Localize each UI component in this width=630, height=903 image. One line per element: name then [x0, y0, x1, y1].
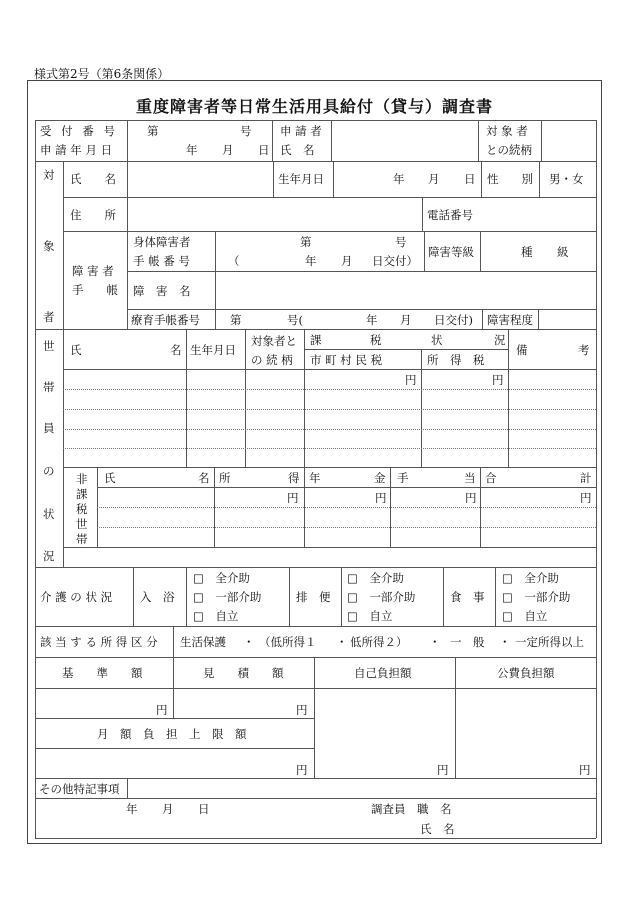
tax-head-d: 況	[494, 333, 506, 347]
body-handbook-label-2: 手 帳 番 号	[133, 254, 190, 268]
nt-total-a: 合	[485, 471, 497, 485]
nontax-vertical-2: 課	[76, 487, 88, 501]
apply-month: 月	[222, 143, 234, 157]
remarks-b: 考	[578, 343, 590, 357]
issued-open: （	[228, 254, 240, 268]
issued-label: 日交付）	[372, 254, 418, 268]
grid-line	[35, 748, 314, 749]
form-id: 様式第2号（第6条関係）	[34, 67, 170, 81]
grid-line	[63, 161, 64, 329]
public-burden-label: 公費負担額	[497, 666, 555, 680]
grid-line	[314, 657, 315, 778]
household-vertical-6: 況	[43, 549, 55, 563]
grid-line	[127, 161, 128, 231]
handbook-label-1: 障 害 者	[72, 264, 114, 278]
monthly-cap-label: 月 額 負 担 上 限 額	[97, 727, 247, 741]
grid-line	[480, 231, 481, 271]
grid-line	[35, 567, 596, 568]
dotted-line	[63, 409, 596, 410]
investigator-title-label: 調査員 職 名	[371, 802, 452, 816]
hh-birth-label: 生年月日	[190, 343, 236, 357]
grid-line	[424, 231, 425, 271]
grid-line	[495, 567, 496, 626]
grid-line	[331, 120, 332, 161]
body-handbook-label-1: 身体障害者	[133, 235, 191, 249]
birth-day: 日	[464, 172, 476, 186]
dotted-line	[97, 507, 596, 508]
grid-line	[63, 197, 596, 198]
ryoiku-month: 月	[400, 313, 412, 327]
subject-vertical-2: 象	[43, 239, 55, 253]
grid-line	[35, 838, 596, 839]
grid-line	[35, 120, 36, 838]
dotted-line	[63, 448, 596, 449]
ryoiku-no-suffix: 号(	[287, 313, 303, 327]
footer-month: 月	[162, 802, 174, 816]
grid-line	[541, 120, 542, 161]
relation-label-2: との続柄	[486, 143, 532, 157]
grade-label: 障害等級	[428, 245, 474, 259]
sex-label: 性 別	[487, 172, 533, 186]
grid-line	[481, 161, 482, 197]
footer-day: 日	[198, 802, 210, 816]
applicant-label: 申 請 者	[280, 124, 322, 138]
excretion-full-checkbox[interactable]: □ 全介助	[347, 571, 404, 585]
bath-self-checkbox[interactable]: □ 自立	[193, 609, 239, 623]
grid-line	[127, 120, 128, 161]
grid-line	[443, 567, 444, 626]
nt-allow-a: 手	[397, 471, 409, 485]
grid-line	[215, 231, 216, 329]
nt-pension-yen: 円	[375, 491, 387, 505]
nontax-vertical-1: 非	[76, 472, 88, 486]
subject-name-label: 氏 名	[70, 172, 116, 186]
footer-year: 年	[126, 802, 138, 816]
income-tax-label: 所 得 税	[427, 353, 485, 367]
apply-day: 日	[258, 143, 270, 157]
grid-line	[127, 271, 596, 272]
dotted-line	[63, 429, 596, 430]
form-title: 重度障害者等日常生活用具給付（貸与）調査書	[135, 97, 493, 116]
care-label: 介 護 の 状 況	[40, 590, 113, 604]
grid-line	[63, 467, 596, 468]
relation-label-1: 対 象 者	[486, 124, 528, 138]
estimate-yen: 円	[296, 703, 308, 717]
subject-vertical-1: 対	[43, 168, 55, 182]
self-burden-label: 自己負担額	[354, 666, 412, 680]
receipt-no-label: 受 付 番 号	[40, 124, 118, 138]
grid-line	[304, 349, 508, 350]
grid-line	[539, 161, 540, 197]
grid-line	[289, 567, 290, 626]
birth-month: 月	[428, 172, 440, 186]
hh-relation-1: 対象者と	[251, 334, 297, 348]
grid-line	[35, 798, 596, 799]
income-low2[interactable]: 低所得２）	[350, 635, 408, 649]
household-vertical-5: 状	[43, 507, 55, 521]
ryoiku-issued: 日交付)	[434, 313, 473, 327]
grade-level: 級	[557, 245, 569, 259]
household-vertical-2: 帯	[43, 380, 55, 394]
no-suffix: 号	[240, 124, 252, 138]
remarks-a: 備	[516, 343, 528, 357]
grid-line	[272, 120, 273, 161]
grid-line	[186, 567, 187, 626]
grid-line	[478, 120, 479, 161]
grid-line	[508, 329, 509, 467]
nt-total-b: 計	[580, 471, 592, 485]
apply-year: 年	[186, 143, 198, 157]
subject-birth-label: 生年月日	[278, 172, 324, 186]
dotted-line	[63, 389, 596, 390]
income-bullet-4: ・	[499, 635, 511, 649]
income-tax-yen: 円	[492, 373, 504, 387]
grid-line	[97, 487, 596, 488]
disability-name-label: 障 害 名	[133, 284, 191, 298]
grid-line	[35, 161, 596, 162]
issued-month: 月	[341, 254, 353, 268]
grid-line	[173, 626, 174, 657]
nt-income-a: 所	[219, 471, 231, 485]
grid-line	[245, 329, 246, 467]
meal-part-checkbox[interactable]: □ 一部介助	[502, 590, 571, 604]
nt-allow-yen: 円	[465, 491, 477, 505]
ryoiku-year: 年	[366, 313, 378, 327]
grid-line	[63, 369, 596, 370]
income-fixed[interactable]: 一定所得以上	[515, 635, 584, 649]
hh-name-b: 名	[170, 343, 182, 357]
nt-name-b: 名	[198, 471, 210, 485]
birth-year: 年	[393, 172, 405, 186]
household-vertical-4: の	[43, 464, 55, 478]
grid-line	[35, 718, 314, 719]
meal-label: 食 事	[450, 590, 485, 604]
income-class-label: 該 当 す る 所 得 区 分	[40, 635, 158, 649]
grid-line	[35, 778, 596, 779]
tax-head-a: 課	[310, 333, 322, 347]
ryoiku-no-prefix: 第	[230, 313, 242, 327]
grid-line	[173, 657, 174, 718]
base-amount-label: 基 準 額	[62, 666, 143, 680]
grid-line	[35, 657, 596, 658]
meal-full-checkbox[interactable]: □ 全介助	[502, 571, 559, 585]
tax-head-b: 税	[370, 333, 382, 347]
issued-year: 年	[305, 254, 317, 268]
excretion-self-checkbox[interactable]: □ 自立	[347, 609, 393, 623]
meal-self-checkbox[interactable]: □ 自立	[502, 609, 548, 623]
nt-total-yen: 円	[580, 491, 592, 505]
ryoiku-label: 療育手帳番号	[131, 313, 200, 327]
nt-pension-b: 金	[374, 471, 386, 485]
income-low1[interactable]: （低所得１	[259, 635, 317, 649]
bath-label: 入 浴	[140, 590, 175, 604]
no-prefix: 第	[147, 124, 159, 138]
sex-value: 男・女	[549, 172, 584, 186]
degree-label: 障害程度	[487, 313, 533, 327]
handbook-label-2: 手 帳	[72, 283, 118, 297]
grid-line	[127, 231, 128, 329]
municipal-tax-yen: 円	[405, 373, 417, 387]
grid-line	[127, 778, 128, 798]
nt-name-a: 氏	[104, 471, 116, 485]
excretion-label: 排 便	[296, 590, 331, 604]
subject-vertical-3: 者	[43, 310, 55, 324]
bath-full-checkbox[interactable]: □ 全介助	[193, 571, 250, 585]
grid-line	[186, 329, 187, 467]
bath-part-checkbox[interactable]: □ 一部介助	[193, 590, 262, 604]
nontax-vertical-5: 帯	[76, 532, 88, 546]
hh-name-a: 氏	[70, 343, 82, 357]
investigator-name-label: 氏 名	[420, 822, 455, 836]
address-label: 住 所	[70, 208, 116, 222]
grid-line	[333, 161, 334, 197]
grid-line	[133, 567, 134, 626]
grid-line	[35, 120, 596, 121]
base-yen: 円	[156, 703, 168, 717]
tax-head-c: 状	[431, 333, 443, 347]
monthly-cap-yen: 円	[296, 763, 308, 777]
grid-line	[482, 309, 483, 329]
grid-line	[538, 309, 539, 329]
grade-type: 種	[521, 245, 533, 259]
apply-date-label: 申 請 年 月 日	[40, 143, 113, 157]
grid-line	[596, 120, 597, 838]
nontax-vertical-3: 税	[76, 502, 88, 516]
excretion-part-checkbox[interactable]: □ 一部介助	[347, 590, 416, 604]
phone-label: 電話番号	[427, 208, 473, 222]
dotted-line	[97, 527, 596, 528]
public-yen: 円	[579, 763, 591, 777]
grid-line	[273, 161, 274, 197]
grid-line	[422, 197, 423, 231]
municipal-tax-label: 市 町 村 民 税	[310, 353, 383, 367]
grid-line	[341, 567, 342, 626]
income-bullet-3: ・	[429, 635, 441, 649]
income-bullet-1: ・	[243, 635, 255, 649]
grid-line	[421, 349, 422, 467]
applicant-name-label: 氏 名	[280, 143, 315, 157]
grid-line	[35, 329, 596, 330]
nt-income-yen: 円	[287, 491, 299, 505]
grid-line	[63, 547, 596, 548]
estimate-label: 見 積 額	[203, 666, 284, 680]
income-bullet-2: ・	[336, 635, 348, 649]
body-no-prefix: 第	[300, 235, 312, 249]
nt-allow-b: 当	[464, 471, 476, 485]
household-vertical-3: 員	[43, 421, 55, 435]
grid-line	[35, 626, 596, 627]
nt-income-b: 得	[288, 471, 300, 485]
grid-line	[63, 231, 596, 232]
income-welfare[interactable]: 生活保護	[180, 635, 226, 649]
income-general[interactable]: 一 般	[450, 635, 485, 649]
hh-relation-2: の 続 柄	[251, 353, 293, 367]
body-no-suffix: 号	[395, 235, 407, 249]
grid-line	[455, 657, 456, 778]
grid-line	[35, 688, 596, 689]
nontax-vertical-4: 世	[76, 517, 88, 531]
household-vertical-1: 世	[43, 339, 55, 353]
nt-pension-a: 年	[309, 471, 321, 485]
grid-line	[127, 309, 596, 310]
self-yen: 円	[437, 763, 449, 777]
other-notes-label: その他特記事項	[39, 782, 120, 796]
